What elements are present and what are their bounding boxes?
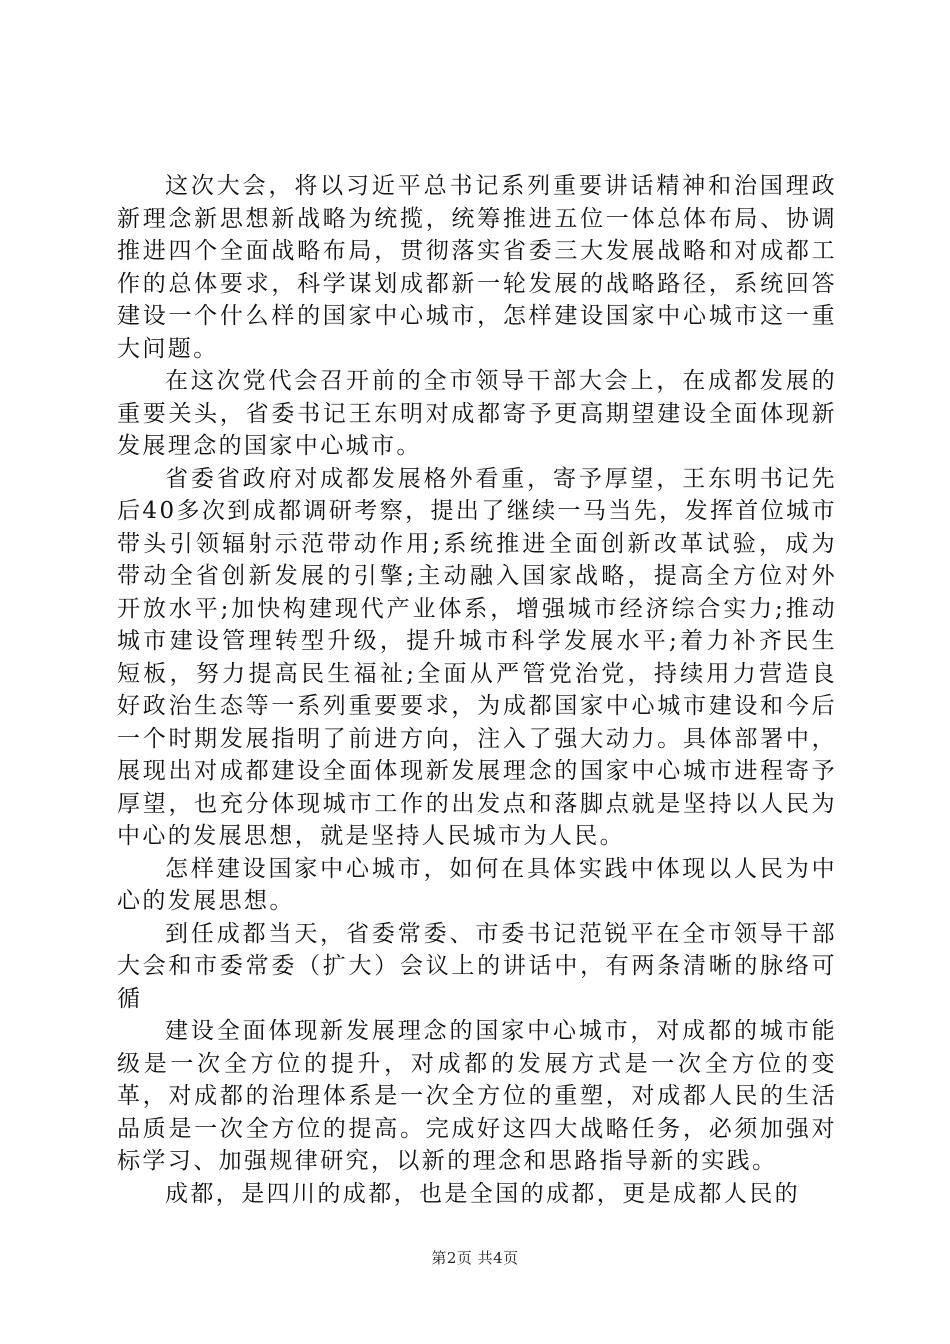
paragraph-secretary-speech: 到任成都当天，省委常委、市委书记范锐平在全市领导干部大会和市委常委（扩大）会议上的讲话中，有两条清晰的脉络可循 bbox=[117, 920, 837, 1012]
paragraph-congress-theme: 这次大会，将以习近平总书记系列重要讲话精神和治国理政新理念新思想新战略为统揽，统筹推进五位一体总体布局、协调推进四个全面战略布局，贯彻落实省委三大发展战略和对成都工作的总体要求，科学谋划成都新一轮发展的战略路径，系统回答建设一个什么样的国家中心城市，怎样建设国家中心城市这一重大问题。 bbox=[117, 173, 837, 362]
paragraph-provincial-expectations: 省委省政府对成都发展格外看重，寄予厚望，王东明书记先后40多次到成都调研考察，提出了继续一马当先，发挥首位城市带头引领辐射示范带动作用;系统推进全面创新改革试验，成为带动全省创新发展的引擎;主动融入国家战略，提高全方位对外开放水平;加快构建现代产业体系，增强城市经济综合实力;推动城市建设管理转型升级，提升城市科学发展水平;着力补齐民生短板，努力提高民生福祉;全面从严管党治党，持续用力营造良好政治生态等一系列重要要求，为成都国家中心城市建设和今后一个时期发展指明了前进方向，注入了强大动力。具体部署中，展现出对成都建设全面体现新发展理念的国家中心城市进程寄予厚望，也充分体现城市工作的出发点和落脚点就是坚持以人民为中心的发展思想，就是坚持人民城市为人民。 bbox=[117, 465, 837, 849]
paragraph-four-tasks: 建设全面体现新发展理念的国家中心城市，对成都的城市能级是一次全方位的提升，对成都的发展方式是一次全方位的变革，对成都的治理体系是一次全方位的重塑，对成都人民的生活品质是一次全方位的提高。完成好这四大战略任务，必须加强对标学习、加强规律研究，以新的理念和思路指导新的实践。 bbox=[117, 1018, 837, 1174]
document-body bbox=[117, 170, 837, 1210]
page-number-footer: 第2页 共4页 bbox=[431, 1249, 519, 1267]
paragraph-how-to-build: 怎样建设国家中心城市，如何在具体实践中体现以人民为中心的发展思想。 bbox=[117, 855, 837, 914]
paragraph-chengdu-closing: 成都，是四川的成都，也是全国的成都，更是成都人民的 bbox=[165, 1180, 800, 1207]
paragraph-leaders-meeting: 在这次党代会召开前的全市领导干部大会上，在成都发展的重要关头，省委书记王东明对成都寄予更高期望建设全面体现新发展理念的国家中心城市。 bbox=[117, 368, 837, 459]
